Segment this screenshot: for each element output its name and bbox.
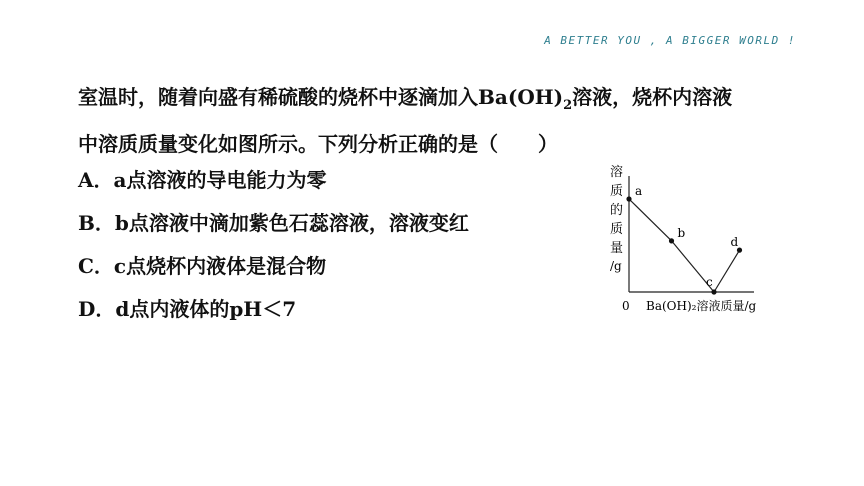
y-axis-label-char-4: 质 bbox=[610, 222, 624, 237]
data-point-b bbox=[669, 238, 674, 243]
y-axis-label-char-3: 的 bbox=[610, 203, 624, 218]
y-axis-label-char-2: 质 bbox=[610, 184, 624, 199]
question-text bbox=[78, 78, 798, 164]
solute-mass-chart bbox=[598, 158, 778, 318]
origin-label: 0 bbox=[622, 299, 630, 313]
x-axis-label: Ba(OH)₂溶液质量/g bbox=[646, 299, 757, 313]
series-line bbox=[629, 199, 740, 292]
question-line-1-part-1: 室温时，随着向盛有稀硫酸的烧杯中逐滴加入Ba(OH) bbox=[78, 85, 564, 109]
header-slogan: A BETTER YOU , A BIGGER WORLD ! bbox=[544, 34, 796, 47]
option-d[interactable]: D．d点内液体的pH＜7 bbox=[78, 297, 297, 321]
question-line-2: 中溶质质量变化如图所示。下列分析正确的是（ ） bbox=[78, 132, 558, 156]
question-line-1 bbox=[78, 78, 798, 125]
y-axis-label-char-6: /g bbox=[610, 259, 622, 273]
data-point-c bbox=[711, 289, 716, 294]
option-c[interactable]: C．c点烧杯内液体是混合物 bbox=[78, 254, 327, 278]
point-label-b: b bbox=[677, 225, 686, 240]
option-a[interactable]: A．a点溶液的导电能力为零 bbox=[78, 168, 327, 192]
point-label-a: a bbox=[635, 184, 643, 198]
y-axis-label-char-5: 量 bbox=[610, 241, 624, 256]
option-b[interactable]: B．b点溶液中滴加紫色石蕊溶液，溶液变红 bbox=[78, 211, 469, 235]
point-label-c: c bbox=[706, 275, 713, 289]
point-label-d: d bbox=[730, 235, 739, 250]
y-axis-label-char-1: 溶 bbox=[610, 165, 624, 180]
question-line-1-part-2: 溶液，烧杯内溶液 bbox=[572, 85, 733, 109]
question-subscript: 2 bbox=[563, 98, 573, 113]
data-point-a bbox=[626, 196, 631, 201]
chart-svg bbox=[598, 158, 778, 318]
